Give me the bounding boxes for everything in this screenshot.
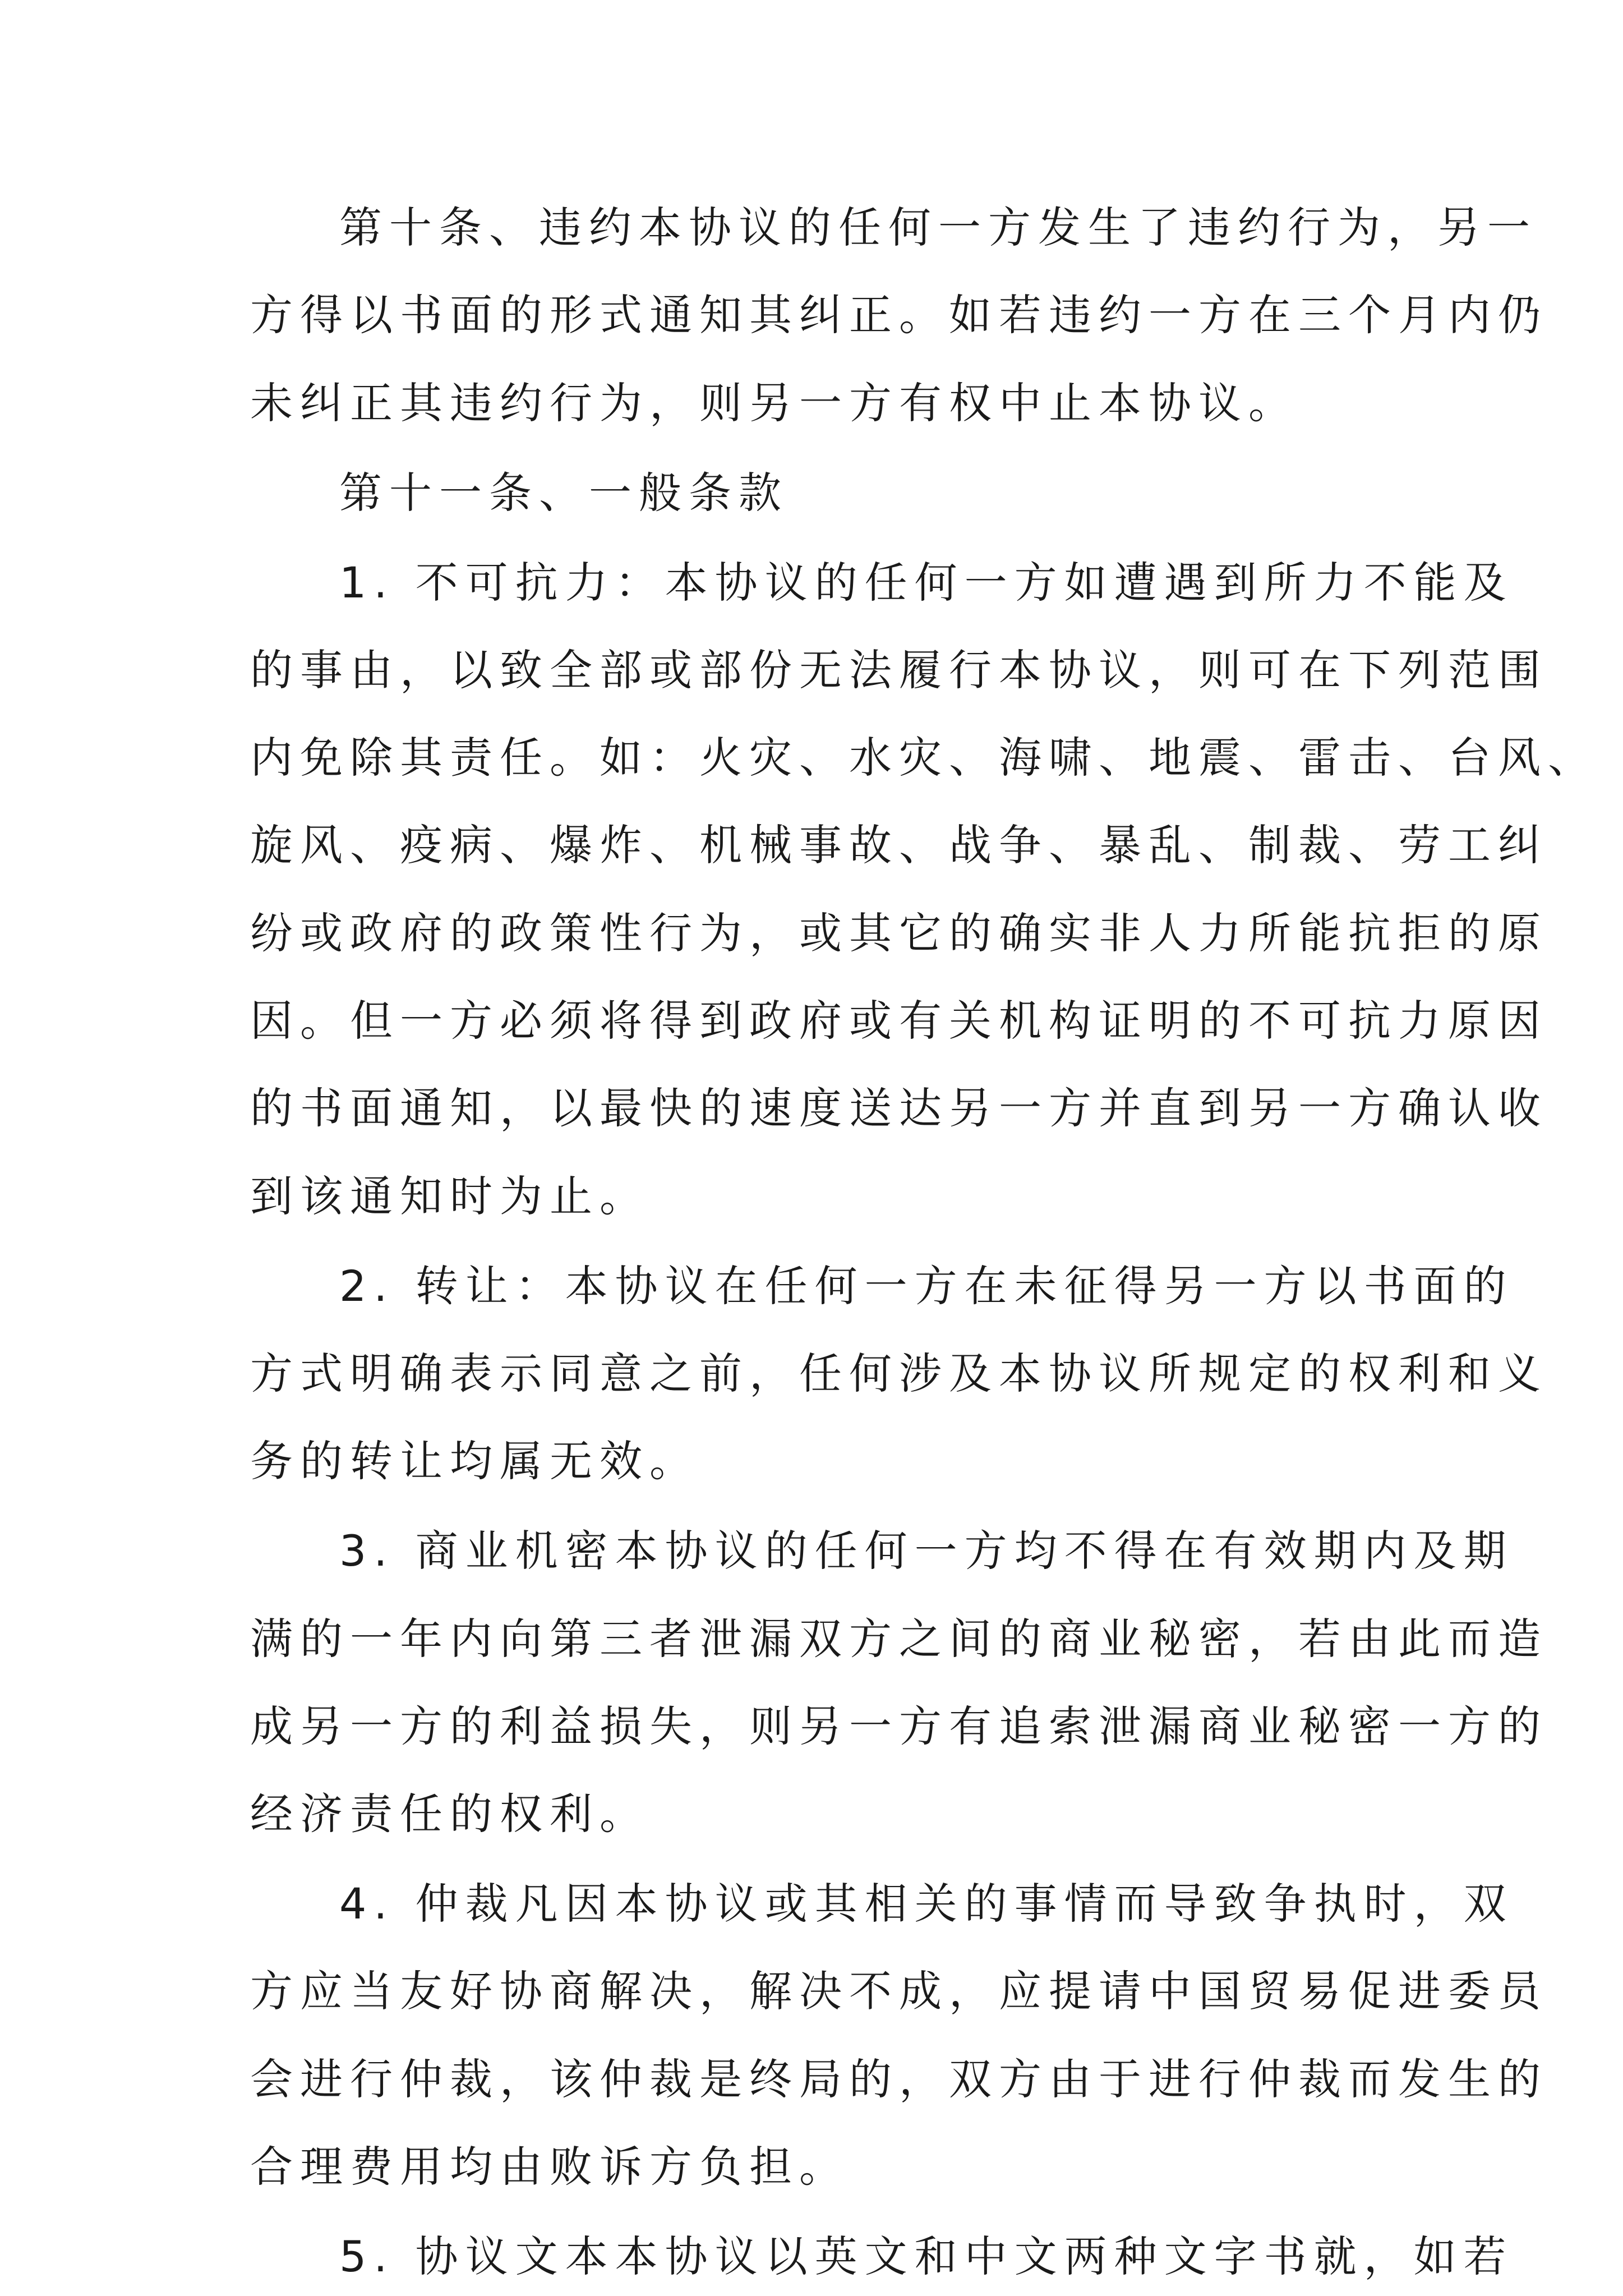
text-line: 到该通知时为止。 bbox=[250, 1171, 649, 1221]
text-line: 2. 转让：本协议在任何一方在未征得另一方以书面的 bbox=[339, 1260, 1514, 1311]
text-line: 方得以书面的形式通知其纠正。如若违约一方在三个月内仍 bbox=[250, 290, 1548, 341]
text-line: 未纠正其违约行为，则另一方有权中止本协议。 bbox=[250, 378, 1298, 428]
text-line: 经济责任的权利。 bbox=[250, 1789, 649, 1839]
text-line: 会进行仲裁，该仲裁是终局的，双方由于进行仲裁而发生的 bbox=[250, 2054, 1548, 2104]
text-line: 3. 商业机密本协议的任何一方均不得在有效期内及期 bbox=[339, 1526, 1514, 1576]
text-line: 1. 不可抗力：本协议的任何一方如遭遇到所力不能及 bbox=[339, 557, 1514, 608]
text-line: 5. 协议文本本协议以英文和中文两种文字书就，如若 bbox=[339, 2231, 1514, 2281]
text-line: 因。但一方必须将得到政府或有关机构证明的不可抗力原因 bbox=[250, 996, 1548, 1046]
text-line: 旋风、疫病、爆炸、机械事故、战争、暴乱、制裁、劳工纠 bbox=[250, 820, 1548, 871]
text-line: 的书面通知，以最快的速度送达另一方并直到另一方确认收 bbox=[250, 1083, 1548, 1134]
text-line: 务的转让均属无效。 bbox=[250, 1436, 699, 1487]
text-line: 第十条、违约本协议的任何一方发生了违约行为，另一 bbox=[339, 203, 1537, 252]
text-line: 纷或政府的政策性行为，或其它的确实非人力所能抗拒的原 bbox=[250, 908, 1548, 958]
text-line: 成另一方的利益损失，则另一方有追索泄漏商业秘密一方的 bbox=[250, 1701, 1548, 1751]
text-line: 第十一条、一般条款 bbox=[339, 467, 789, 518]
text-line: 内免除其责任。如：火灾、水灾、海啸、地震、雷击、台风、 bbox=[250, 733, 1598, 783]
text-line: 的事由，以致全部或部份无法履行本协议，则可在下列范围 bbox=[250, 645, 1548, 695]
text-line: 方应当友好协商解决，解决不成，应提请中国贸易促进委员 bbox=[250, 1966, 1548, 2017]
text-line: 方式明确表示同意之前，任何涉及本协议所规定的权利和义 bbox=[250, 1348, 1548, 1398]
text-line: 4. 仲裁凡因本协议或其相关的事情而导致争执时，双 bbox=[339, 1879, 1514, 1929]
text-line: 满的一年内向第三者泄漏双方之间的商业秘密，若由此而造 bbox=[250, 1613, 1548, 1664]
text-line: 合理费用均由败诉方负担。 bbox=[250, 2141, 849, 2192]
